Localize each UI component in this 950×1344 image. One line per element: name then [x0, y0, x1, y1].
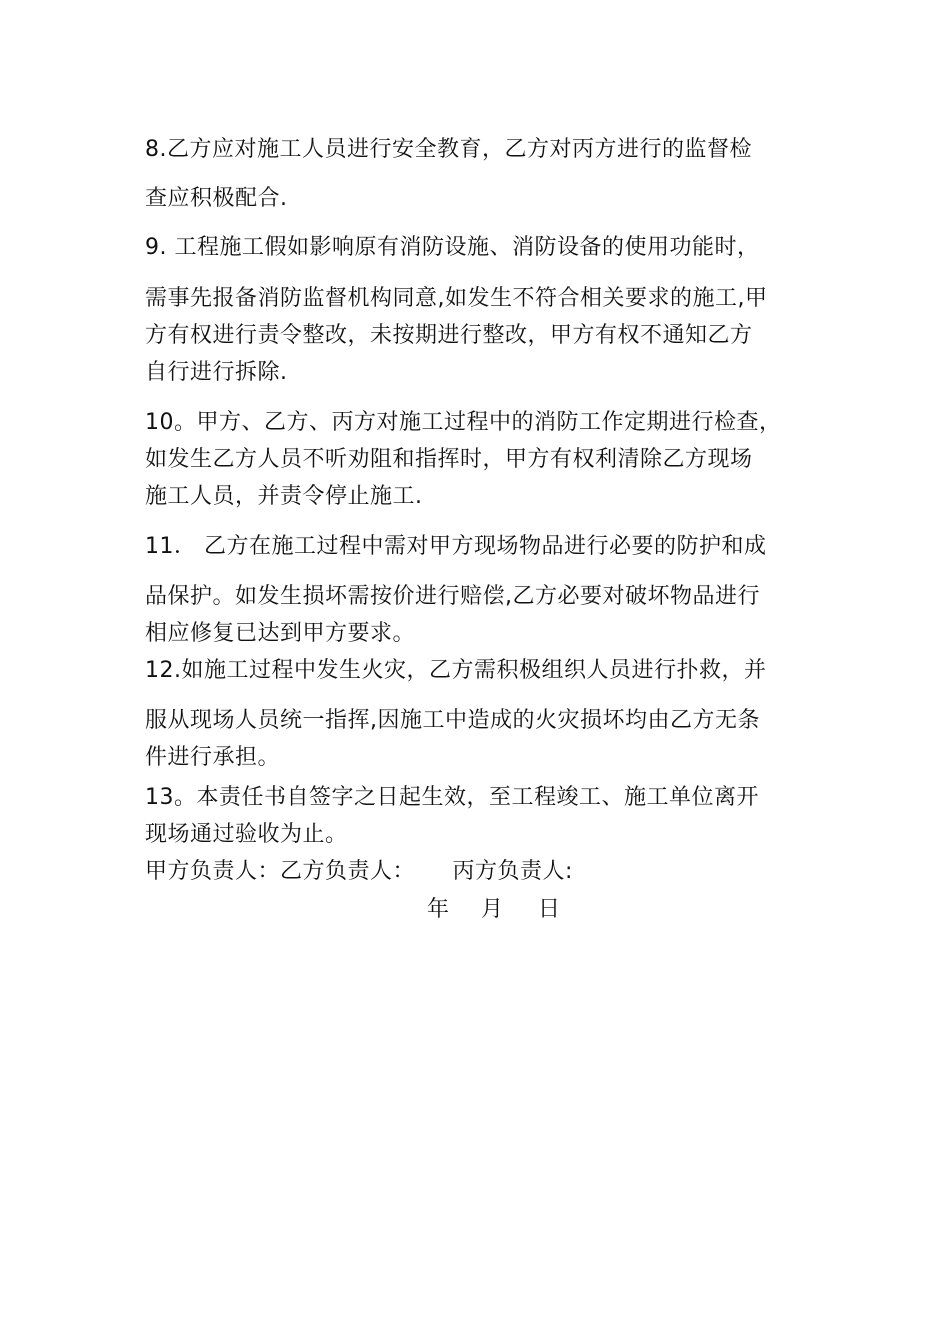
- clause-9-line-3: 方有权进行责令整改，未按期进行整改，甲方有权不通知乙方: [145, 323, 753, 348]
- clause-12-line-3: 件进行承担。: [145, 745, 281, 770]
- clause-10-line-1: 10。甲方、乙方、丙方对施工过程中的消防工作定期进行检查，: [145, 410, 782, 435]
- clause-10-line-2: 如发生乙方人员不听劝阻和指挥时，甲方有权利清除乙方现场: [145, 447, 753, 472]
- clause-9-line-4: 自行进行拆除.: [145, 360, 288, 385]
- clause-13-line-1: 13。本责任书自签字之日起生效，至工程竣工、施工单位离开: [145, 785, 759, 810]
- signature-line: 甲方负责人：乙方负责人： 丙方负责人:: [145, 859, 573, 884]
- clause-8-line-2: 查应积极配合.: [145, 186, 288, 211]
- date-year-label: 年: [427, 897, 450, 922]
- clause-9-line-1: 9. 工程施工假如影响原有消防设施、消防设备的使用功能时，: [145, 235, 760, 260]
- clause-8-line-1: 8.乙方应对施工人员进行安全教育，乙方对丙方进行的监督检: [145, 137, 752, 162]
- date-month-label: 月: [481, 897, 504, 922]
- clause-12-line-1: 12.如施工过程中发生火灾，乙方需积极组织人员进行扑救，并: [145, 658, 767, 683]
- clause-12-line-2: 服从现场人员统一指挥,因施工中造成的火灾损坏均由乙方无条: [145, 708, 760, 733]
- clause-11-line-3: 相应修复已达到甲方要求。: [145, 621, 416, 646]
- clause-11-line-2: 品保护。如发生损坏需按价进行赔偿,乙方必要对破坏物品进行: [145, 584, 760, 609]
- clause-11-line-1: 11． 乙方在施工过程中需对甲方现场物品进行必要的防护和成: [145, 534, 767, 559]
- date-day-label: 日: [538, 897, 561, 922]
- clause-13-line-2: 现场通过验收为止。: [145, 822, 348, 847]
- clause-9-line-2: 需事先报备消防监督机构同意,如发生不符合相关要求的施工,甲: [145, 286, 768, 311]
- clause-10-line-3: 施工人员，并责令停止施工.: [145, 484, 423, 509]
